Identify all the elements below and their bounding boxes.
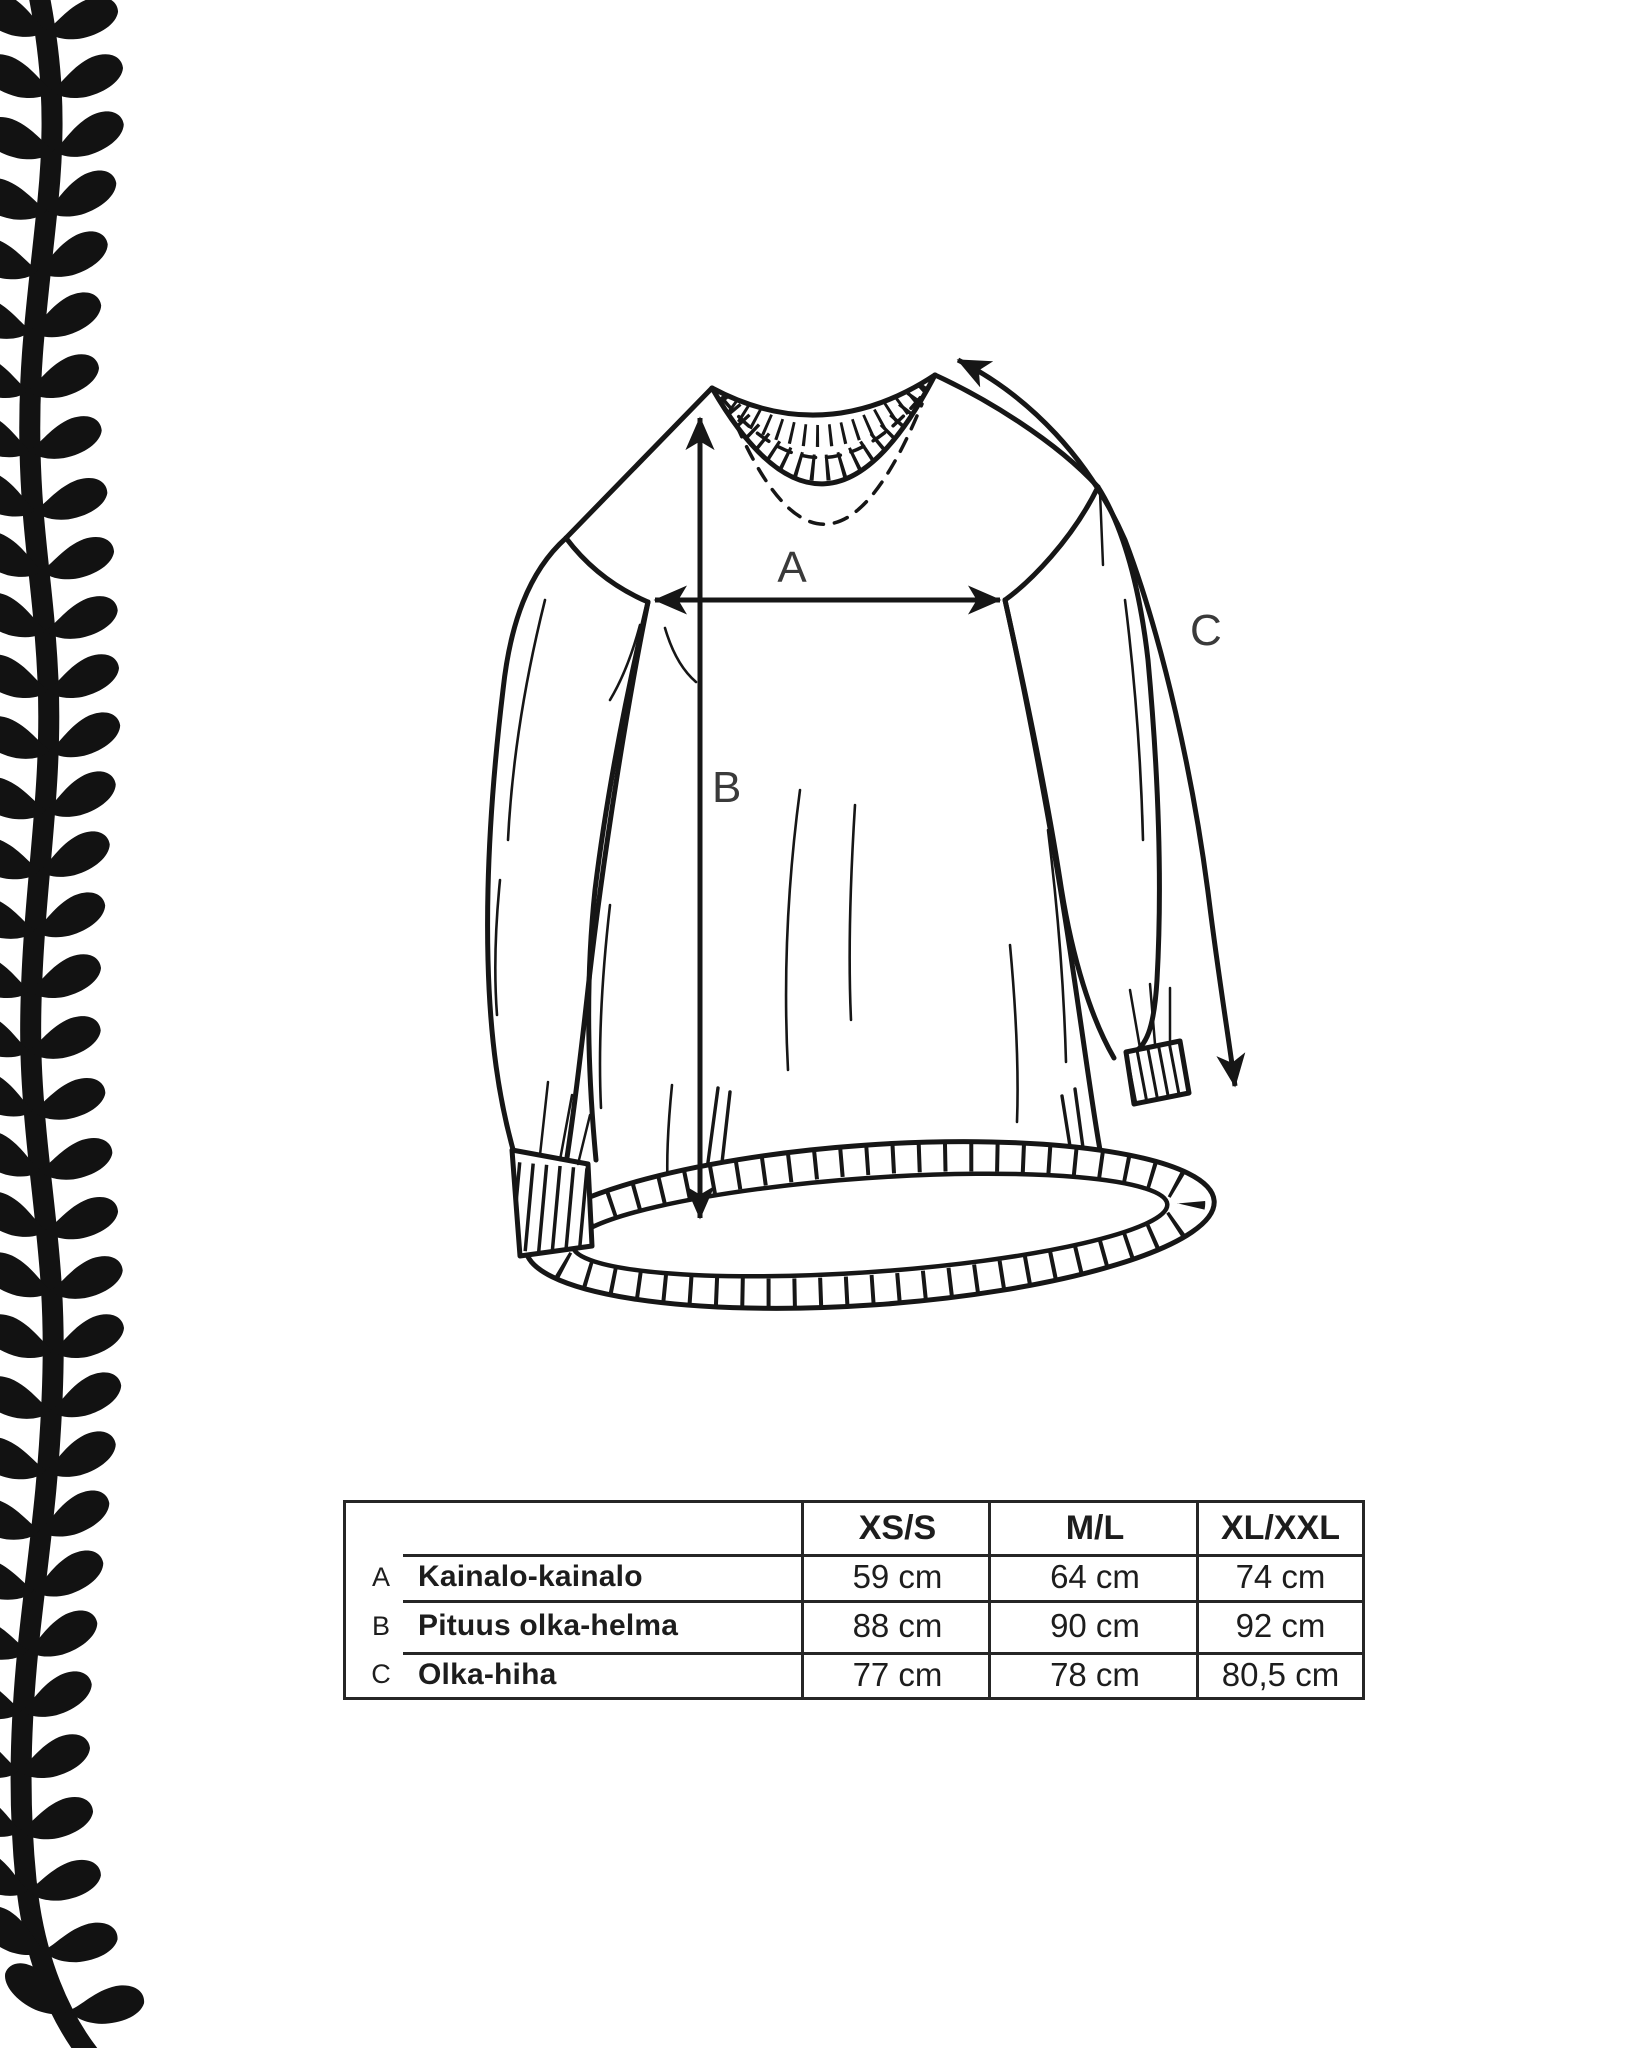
- value-c-xs-s: 77 cm: [852, 1655, 943, 1693]
- row-key-a: A: [371, 1561, 390, 1592]
- table-row-divider: [403, 1600, 1362, 1603]
- table-row-label-c: [346, 1652, 804, 1697]
- sweater-technical-drawing: [488, 375, 1220, 1329]
- measure-label-a: A: [777, 543, 807, 592]
- value-a-m-l: 64 cm: [1050, 1558, 1140, 1595]
- value-b-m-l: 90 cm: [1050, 1607, 1140, 1644]
- value-b-xs-s: 88 cm: [852, 1607, 943, 1644]
- leaf-vine-decoration: [0, 0, 147, 2048]
- table-row-label-a: [346, 1554, 804, 1600]
- measure-label-c: C: [1190, 606, 1222, 655]
- measure-label-b: B: [712, 763, 742, 812]
- size-column-header-m-l: M/L: [1065, 1509, 1125, 1547]
- row-key-c: C: [371, 1659, 391, 1689]
- value-c-xl-xxl: 80,5 cm: [1221, 1655, 1340, 1693]
- table-row-label-b: [346, 1600, 804, 1652]
- value-b-xl-xxl: 92 cm: [1235, 1607, 1326, 1644]
- size-column-header-xl-xxl: XL/XXL: [1220, 1509, 1341, 1547]
- table-row-divider: [403, 1652, 1362, 1655]
- value-a-xl-xxl: 74 cm: [1235, 1558, 1326, 1595]
- value-c-m-l: 78 cm: [1050, 1655, 1140, 1693]
- row-key-b: B: [371, 1610, 390, 1641]
- table-row-divider: [403, 1554, 1362, 1557]
- row-measure-name-b: Pituus olka-helma: [418, 1609, 679, 1642]
- row-measure-name-c: Olka-hiha: [418, 1657, 557, 1691]
- size-column-header-xs-s: XS/S: [858, 1509, 937, 1547]
- size-table: [343, 1500, 1365, 1700]
- size-table-corner-cell: [346, 1503, 804, 1554]
- value-a-xs-s: 59 cm: [852, 1558, 943, 1595]
- row-measure-name-a: Kainalo-kainalo: [418, 1560, 643, 1593]
